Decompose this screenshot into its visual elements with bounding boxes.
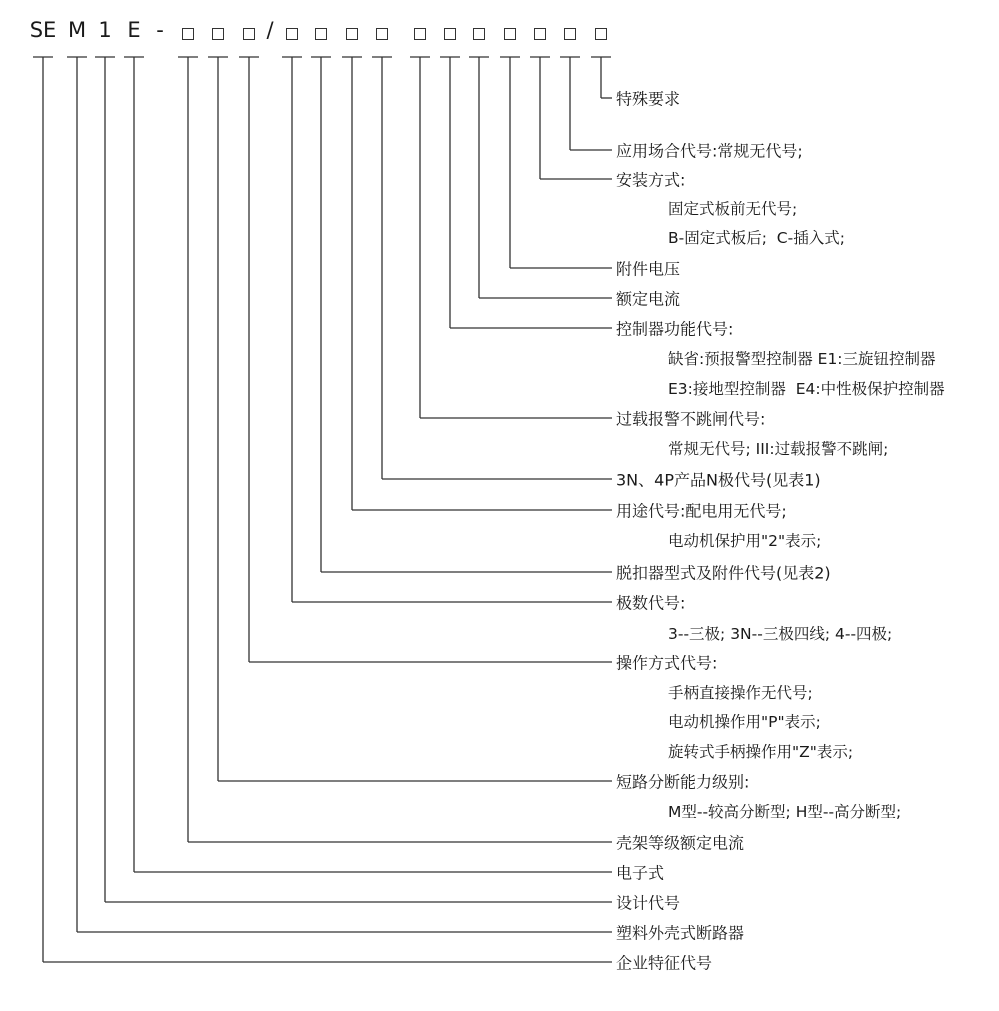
item-label: 应用场合代号:常规无代号; [616, 141, 803, 161]
code-placeholder-box [534, 28, 546, 40]
item-detail: M型--较高分断型; H型--高分断型; [668, 803, 902, 821]
item-label: 电子式 [616, 863, 665, 883]
code-token: 1 [98, 18, 112, 42]
item-label: 控制器功能代号: [616, 319, 734, 339]
item-label: 附件电压 [616, 259, 681, 279]
item-label: 脱扣器型式及附件代号(见表2) [616, 563, 831, 583]
item-label: 短路分断能力级别: [616, 772, 750, 792]
item-detail: 电动机保护用"2"表示; [668, 532, 822, 550]
item-detail: 电动机操作用"P"表示; [668, 713, 821, 731]
item-detail: 固定式板前无代号; [668, 200, 798, 218]
item-detail: 缺省:预报警型控制器 E1:三旋钮控制器 [668, 350, 936, 368]
item-detail: E3:接地型控制器 E4:中性极保护控制器 [668, 380, 945, 398]
item-label: 3N、4P产品N极代号(见表1) [616, 470, 821, 490]
item-label: 额定电流 [616, 289, 681, 309]
item-label: 企业特征代号 [616, 953, 713, 973]
item-detail: 旋转式手柄操作用"Z"表示; [668, 743, 854, 761]
item-detail: 手柄直接操作无代号; [668, 684, 813, 702]
item-label: 壳架等级额定电流 [616, 833, 745, 853]
code-placeholder-box [564, 28, 576, 40]
item-detail: 3--三极; 3N--三极四线; 4--四极; [668, 625, 893, 643]
item-label: 特殊要求 [616, 89, 681, 109]
code-token: M [67, 18, 87, 42]
code-placeholder-box [315, 28, 327, 40]
code-token: / [266, 18, 274, 42]
code-placeholder-box [376, 28, 388, 40]
item-detail: 常规无代号; III:过载报警不跳闸; [668, 440, 889, 458]
code-placeholder-box [473, 28, 485, 40]
item-label: 用途代号:配电用无代号; [616, 501, 787, 521]
code-placeholder-box [444, 28, 456, 40]
item-detail: B-固定式板后; C-插入式; [668, 229, 845, 247]
code-placeholder-box [414, 28, 426, 40]
code-placeholder-box [212, 28, 224, 40]
code-placeholder-box [286, 28, 298, 40]
code-placeholder-box [346, 28, 358, 40]
item-label: 设计代号 [616, 893, 681, 913]
code-placeholder-box [504, 28, 516, 40]
code-token: SE [29, 18, 57, 42]
item-label: 操作方式代号: [616, 653, 718, 673]
item-label: 塑料外壳式断路器 [616, 923, 745, 943]
code-token: E [127, 18, 141, 42]
item-label: 极数代号: [616, 593, 686, 613]
item-label: 过载报警不跳闸代号: [616, 409, 766, 429]
code-placeholder-box [182, 28, 194, 40]
code-placeholder-box [595, 28, 607, 40]
code-token: - [156, 18, 164, 42]
code-placeholder-box [243, 28, 255, 40]
item-label: 安装方式: [616, 170, 686, 190]
